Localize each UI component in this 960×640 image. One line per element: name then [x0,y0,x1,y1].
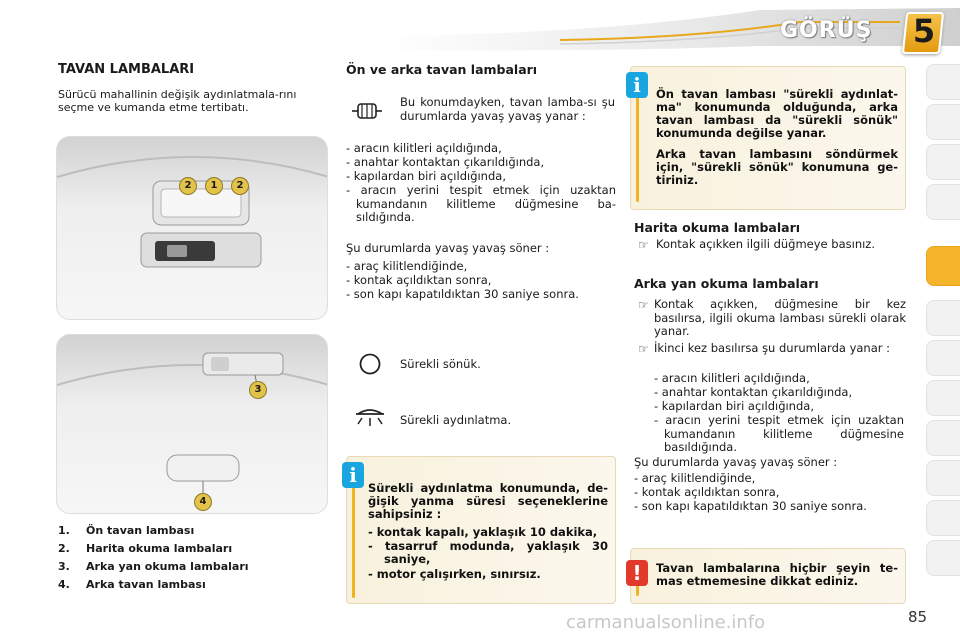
rear-on-condition: - aracın yerini tespit etmek için uzaktan kumandanın kilitleme düğmesine basıldığında. [654,413,904,454]
side-tab-3[interactable] [926,144,960,180]
rear-on-condition: - kapılardan biri açıldığında, [654,399,814,413]
side-tab-10[interactable] [926,460,960,496]
legend-num: 1. [58,524,70,537]
note-accent-bar [636,90,639,202]
rear-off-condition: - son kapı kapatıldıktan 30 saniye sonra. [634,499,867,513]
note-item: - kontak kapalı, yaklaşık 10 dakika, [368,525,598,539]
legend-label: Ön tavan lambası [86,524,195,537]
legend-num: 3. [58,560,70,573]
legend-item [58,560,249,573]
position-description: Bu konumdayken, tavan lamba-sı şu durumlarda yavaş yavaş yanar : [400,95,615,123]
rear-off-intro: Şu durumlarda yavaş yavaş söner : [634,455,838,469]
callout-1: 1 [205,177,223,195]
hand-bullet-icon: ☞ [638,238,649,252]
chapter-number: 5 [912,12,936,50]
hand-bullet-icon: ☞ [638,298,649,312]
on-condition: - aracın kilitleri açıldığında, [346,141,502,155]
always-on-label: Sürekli aydınlatma. [400,413,512,427]
side-tab-12[interactable] [926,540,960,576]
rear-lamp-item-1: Kontak açıkken, düğmesine bir kez basılırsa, ilgili okuma lambası sürekli olarak yanar. [654,297,906,338]
on-condition: - aracın yerini tespit etmek için uzaktan kumandanın kilitleme düğmesine ba-sıldığında. [346,183,616,224]
rear-on-condition: - aracın kilitleri açıldığında, [654,371,810,385]
callout-2-right: 2 [231,177,249,195]
side-tab-active[interactable] [926,246,960,286]
note-item: - motor çalışırken, sınırsız. [368,567,541,581]
note-paragraph: Arka tavan lambasını söndürmek için, "sürekli sönük" konumuna ge-tiriniz. [656,147,898,187]
side-tab-6[interactable] [926,300,960,336]
note-paragraph: Ön tavan lambası "sürekli aydınlat-ma" konumunda olduğunda, arka tavan lambası da "sürekli sönük" konumunda değilse yanar. [656,87,898,140]
legend-item [58,524,194,537]
side-tab-1[interactable] [926,64,960,100]
intro-text: Sürücü mahallinin değişik aydınlatmala-rını seçme ve kumanda etme tertibatı. [58,88,297,114]
callout-3: 3 [249,381,267,399]
side-tab-7[interactable] [926,340,960,376]
rear-off-condition: - araç kilitlendiğinde, [634,471,756,485]
side-tab-9[interactable] [926,420,960,456]
off-condition: - araç kilitlendiğinde, [346,259,468,273]
note-intro: Sürekli aydınlatma konumunda, de-ğişik yanma süresi seçeneklerine sahipsiniz : [368,481,608,521]
info-icon: i [626,72,648,98]
hand-bullet-icon: ☞ [638,342,649,356]
legend-num: 2. [58,542,70,555]
front-lamp-illustration [56,136,328,320]
watermark: carmanualsonline.info [566,612,766,633]
off-condition: - son kapı kapatıldıktan 30 saniye sonra. [346,287,579,301]
legend-label: Arka yan okuma lambaları [86,560,249,573]
rear-lamp-item-2: İkinci kez basılırsa şu durumlarda yanar : [654,341,891,355]
rear-on-condition: - anahtar kontaktan çıkarıldığında, [654,385,853,399]
off-condition: - kontak açıldıktan sonra, [346,273,492,287]
section-heading-map-lamps: Harita okuma lambaları [634,220,801,235]
warning-text: Tavan lambalarına hiçbir şeyin te-mas etmemesine dikkat ediniz. [656,561,898,588]
on-condition: - anahtar kontaktan çıkarıldığında, [346,155,545,169]
off-intro: Şu durumlarda yavaş yavaş söner : [346,241,550,255]
section-heading-rear-lamps: Arka yan okuma lambaları [634,276,819,291]
always-off-label: Sürekli sönük. [400,357,481,371]
page-number: 85 [908,608,928,626]
rear-lamp-drawing [57,335,328,514]
section-heading-ceiling-lamps: TAVAN LAMBALARI [58,62,195,77]
always-off-icon [358,352,382,376]
side-tab-8[interactable] [926,380,960,416]
warning-icon: ! [626,560,648,586]
note-item: - tasarruf modunda, yaklaşık 30 saniye, [368,539,608,566]
on-condition: - kapılardan biri açıldığında, [346,169,506,183]
side-tab-2[interactable] [926,104,960,140]
always-on-icon [352,404,388,432]
side-tab-11[interactable] [926,500,960,536]
rear-lamp-illustration [56,334,328,514]
front-lamp-drawing [57,137,328,320]
door-position-icon [350,98,384,124]
rear-off-condition: - kontak açıldıktan sonra, [634,485,780,499]
legend-num: 4. [58,578,70,591]
chapter-title: GÖRÜŞ [780,18,873,43]
legend-label: Arka tavan lambası [86,578,206,591]
side-tab-4[interactable] [926,184,960,220]
legend-label: Harita okuma lambaları [86,542,233,555]
callout-4: 4 [194,493,212,511]
note-accent-bar [352,482,355,598]
info-icon: i [342,462,364,488]
legend-item [58,542,232,555]
legend-item [58,578,206,591]
map-lamp-text: Kontak açıkken ilgili düğmeye basınız. [656,237,875,251]
callout-2-left: 2 [179,177,197,195]
section-heading-front-rear: Ön ve arka tavan lambaları [346,62,538,77]
